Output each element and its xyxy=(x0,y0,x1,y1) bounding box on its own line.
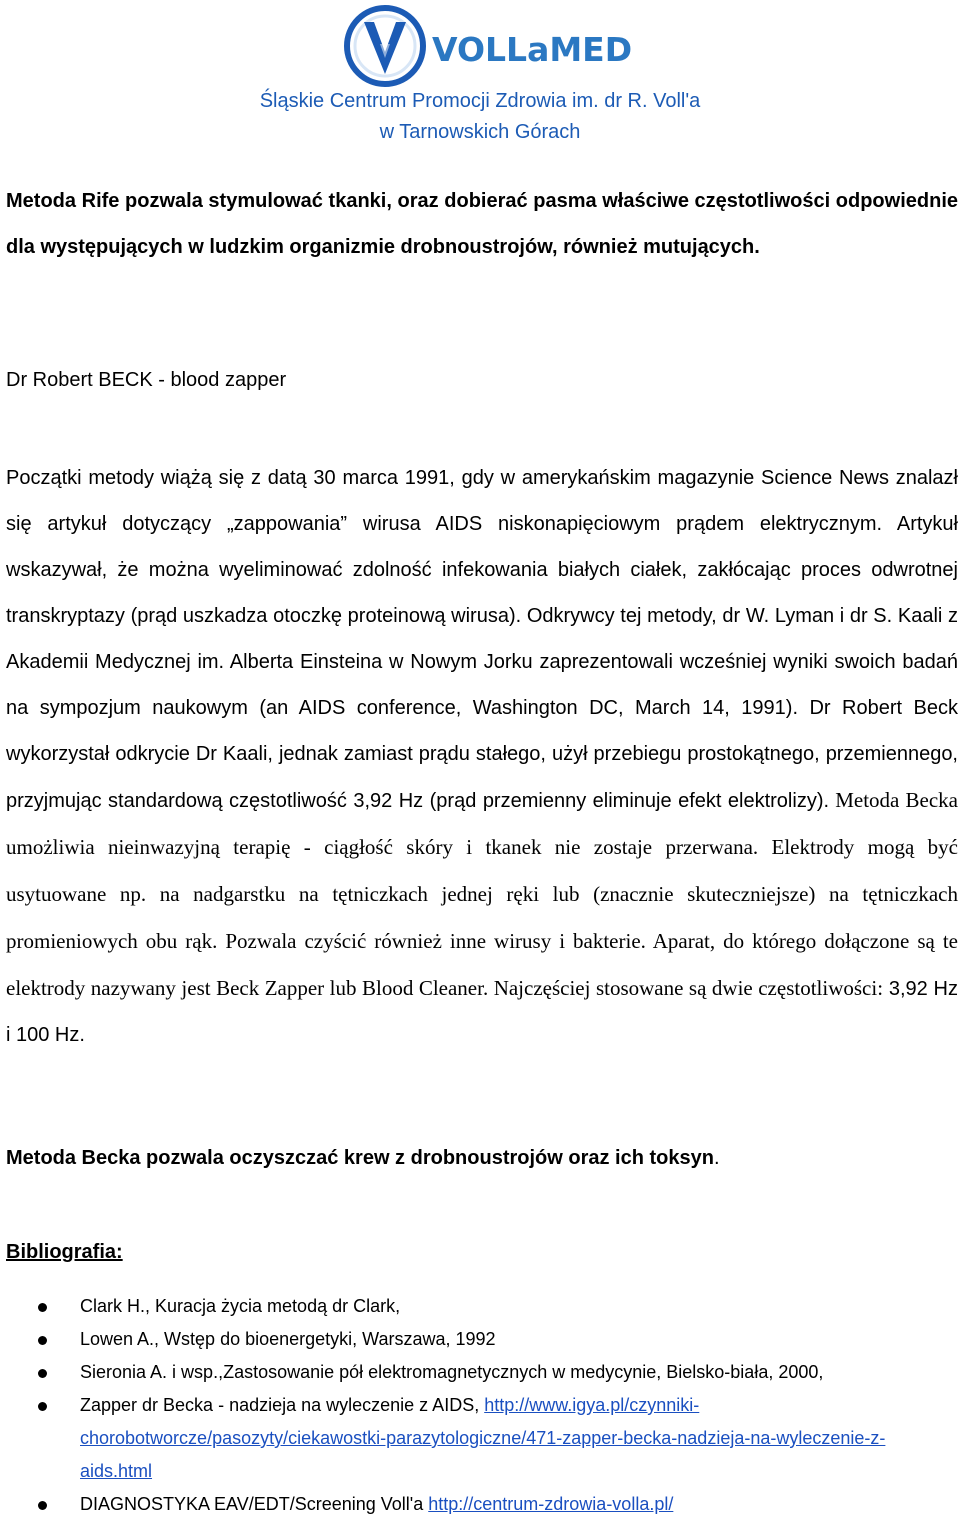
bibliography-item-text: Lowen A., Wstęp do bioenergetyki, Warszawa, 1992 xyxy=(80,1329,496,1349)
header-center-location: w Tarnowskich Górach xyxy=(379,121,581,143)
intro-paragraph: Metoda Rife pozwala stymulować tkanki, oraz dobierać pasma właściwe częstotliwości odpowiednie dla występujących w ludzkim organizmie drobnoustrojów, również mutujących. xyxy=(6,190,958,258)
logo-emblem-icon xyxy=(340,4,430,88)
list-item xyxy=(0,1389,960,1488)
bibliography-item-text: DIAGNOSTYKA EAV/EDT/Screening Voll'a xyxy=(80,1494,429,1514)
method-summary xyxy=(6,1143,958,1173)
main-paragraph-part3: Metoda Becka umożliwia nieinwazyjną terapię - ciągłość skóry i tkanek nie zostaje przerwana. Elektrody mogą być usytuowane np. na nadgarstku na tętniczkach jednej ręki lub (znacznie skuteczniejsze) na tętniczkach promieniowych obu rąk. Pozwala czyścić również inne wirusy i bakterie. Aparat, do którego dołączone są te elektrody nazywany jest Beck Zapper lub Blood Cleaner. Najczęściej stosowane są dwie częstotliwości: xyxy=(6,788,958,1000)
bullet-icon xyxy=(38,1336,47,1345)
section-heading: Dr Robert BECK - blood zapper xyxy=(6,369,287,391)
main-paragraph-part4: 3,92 Hz i 100 Hz. xyxy=(6,978,958,1046)
list-item xyxy=(0,1290,960,1323)
method-summary-end: . xyxy=(713,1147,720,1169)
bullet-icon xyxy=(38,1501,47,1510)
bullet-icon xyxy=(38,1369,47,1378)
bullet-icon xyxy=(38,1303,47,1312)
bibliography-item-text: Zapper dr Becka - nadzieja na wyleczenie z AIDS, xyxy=(80,1395,485,1415)
main-paragraph xyxy=(6,455,958,1058)
list-item xyxy=(0,1488,960,1521)
vollamed-logo xyxy=(340,4,640,88)
main-paragraph-part1: Początki metody wiążą się z datą 30 marca 1991, gdy w amerykańskim magazynie Science News znalazł się artykuł dotyczący „zappowania” wirusa AIDS niskonapięciowym prądem elektrycznym. xyxy=(6,467,958,535)
main-paragraph-part2: Artykuł wskazywał, że można wyeliminować zdolność infekowania białych ciałek, zakłócając proces odwrotnej transkryptazy (prąd uszkadza otoczkę proteinową wirusa). Odkrywcy tej metody, dr W. Lyman i dr S. Kaali z Akademii Medycznej im. Alberta Einsteina w Nowym Jorku zaprezentowali wcześniej wyniki swoich badań na sympozjum naukowym (an AIDS conference, Washington DC, March 14, 1991). Dr Robert Beck wykorzystał odkrycie Dr Kaali, jednak zamiast prądu stałego, użył przebiegu prostokątnego, przemiennego, przyjmując standardową częstotliwość 3,92 Hz (prąd przemienny eliminuje efekt elektrolizy). xyxy=(6,513,958,812)
bibliography-item-text: Sieronia A. i wsp.,Zastosowanie pół elektromagnetycznych w medycynie, Bielsko-biała, 2000, xyxy=(80,1362,824,1382)
list-item xyxy=(0,1356,960,1389)
centrum-zdrowia-link[interactable]: http://centrum-zdrowia-volla.pl/ xyxy=(428,1494,674,1514)
bullet-icon xyxy=(38,1402,47,1411)
logo-wordmark: VOLLaMED xyxy=(432,30,633,69)
header-center-name: Śląskie Centrum Promocji Zdrowia im. dr R. Voll'a xyxy=(259,90,701,112)
bibliography-title: Bibliografia: xyxy=(6,1241,123,1263)
bibliography-list xyxy=(0,1290,960,1521)
list-item xyxy=(0,1323,960,1356)
igya-link[interactable]: http://www.igya.pl/czynniki-chorobotworcze/pasozyty/ciekawostki-parazytologiczne/471-zapper-becka-nadzieja-na-wyleczenie-z-aids.html xyxy=(80,1395,886,1481)
bibliography-item-text: Clark H., Kuracja życia metodą dr Clark, xyxy=(80,1296,401,1316)
method-summary-bold: Metoda Becka pozwala oczyszczać krew z drobnoustrojów oraz ich toksyn xyxy=(6,1147,714,1169)
